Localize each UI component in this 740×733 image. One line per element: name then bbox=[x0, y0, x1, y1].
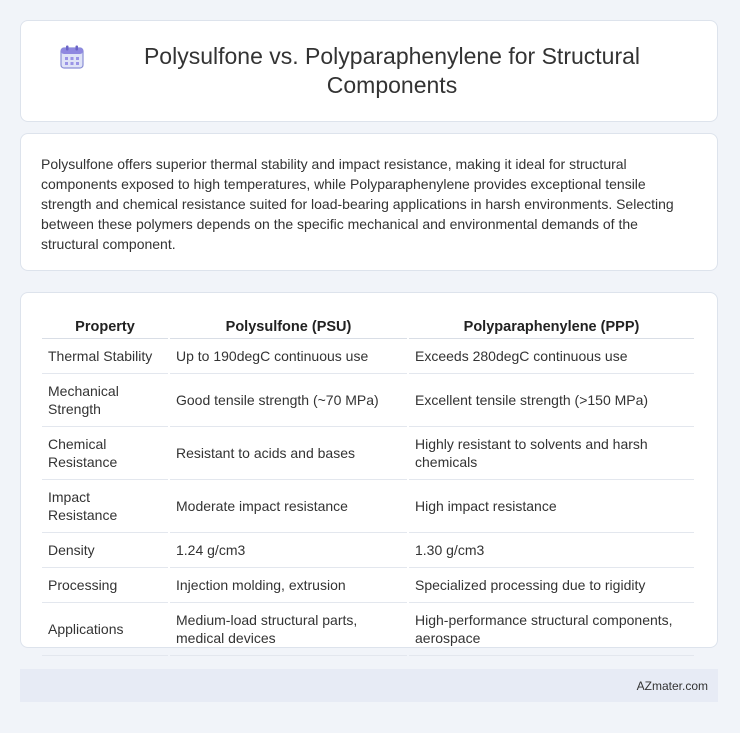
table-row bbox=[42, 533, 694, 568]
cell-psu: Injection molding, extrusion bbox=[170, 568, 407, 603]
cell-property: Processing bbox=[42, 568, 168, 603]
cell-ppp: Highly resistant to solvents and harsh chemicals bbox=[409, 427, 694, 480]
comparison-table-card bbox=[20, 292, 718, 648]
cell-psu: Good tensile strength (~70 MPa) bbox=[170, 374, 407, 427]
cell-ppp: Specialized processing due to rigidity bbox=[409, 568, 694, 603]
cell-property: Mechanical Strength bbox=[42, 374, 168, 427]
header-property: Property bbox=[42, 313, 168, 339]
title-card bbox=[20, 20, 718, 122]
comparison-table bbox=[40, 313, 696, 656]
page-title: Polysulfone vs. Polyparaphenylene for Structural Components bbox=[143, 43, 641, 98]
table-row bbox=[42, 374, 694, 427]
title-wrap bbox=[59, 42, 679, 100]
footer-brand[interactable]: AZmater.com bbox=[636, 678, 708, 693]
cell-property: Chemical Resistance bbox=[42, 427, 168, 480]
table-row bbox=[42, 339, 694, 374]
cell-property: Density bbox=[42, 533, 168, 568]
table-row bbox=[42, 568, 694, 603]
summary-card bbox=[20, 133, 718, 271]
table-row bbox=[42, 427, 694, 480]
cell-psu: Resistant to acids and bases bbox=[170, 427, 407, 480]
calendar-icon bbox=[59, 44, 85, 70]
table-row bbox=[42, 480, 694, 533]
footer bbox=[20, 669, 718, 702]
cell-ppp: High impact resistance bbox=[409, 480, 694, 533]
cell-ppp: 1.30 g/cm3 bbox=[409, 533, 694, 568]
cell-ppp: High-performance structural components, aerospace bbox=[409, 603, 694, 656]
cell-psu: 1.24 g/cm3 bbox=[170, 533, 407, 568]
cell-property: Applications bbox=[42, 603, 168, 656]
header-ppp: Polyparaphenylene (PPP) bbox=[409, 313, 694, 339]
table-header-row bbox=[42, 313, 694, 339]
cell-psu: Moderate impact resistance bbox=[170, 480, 407, 533]
cell-psu: Up to 190degC continuous use bbox=[170, 339, 407, 374]
cell-property: Impact Resistance bbox=[42, 480, 168, 533]
table-row bbox=[42, 603, 694, 656]
cell-ppp: Exceeds 280degC continuous use bbox=[409, 339, 694, 374]
summary-text: Polysulfone offers superior thermal stability and impact resistance, making it ideal for structural components exposed to high temperatures, while Polyparaphenylene provides exceptional tensile strength and chemical resistance suited for load-bearing applications in harsh environments. Selecting between these polymers depends on the specific mechanical and environmental demands of the structural component. bbox=[41, 156, 674, 252]
cell-psu: Medium-load structural parts, medical devices bbox=[170, 603, 407, 656]
header-psu: Polysulfone (PSU) bbox=[170, 313, 407, 339]
cell-ppp: Excellent tensile strength (>150 MPa) bbox=[409, 374, 694, 427]
cell-property: Thermal Stability bbox=[42, 339, 168, 374]
